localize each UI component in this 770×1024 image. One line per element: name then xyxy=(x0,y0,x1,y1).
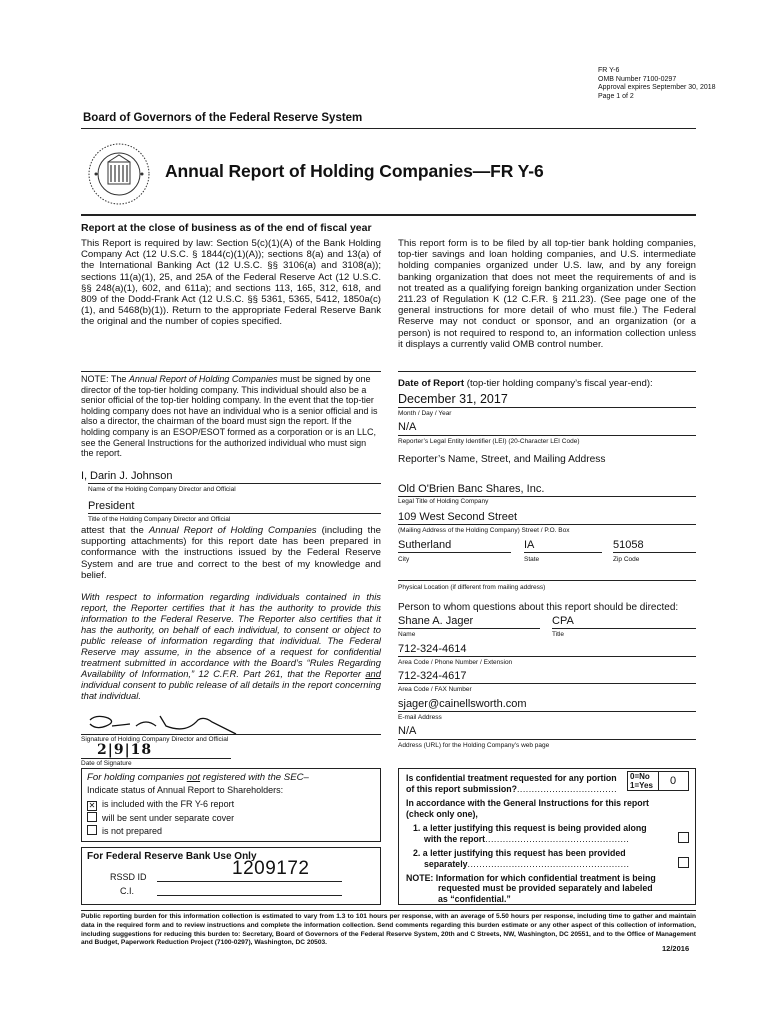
url-field[interactable]: N/A xyxy=(398,725,417,737)
attestation-text: attest that the Annual Report of Holding Companies (including the supporting attachments) for this report date has been prepared in conformance with the instructions issued by the Federal Reserve System and are true and correct to the best of my knowledge and belief. xyxy=(81,525,382,581)
sec-box-title: For holding companies not registered with the SEC– xyxy=(87,772,309,783)
legal-title-label: Legal Title of Holding Company xyxy=(398,498,489,505)
lei-field[interactable]: N/A xyxy=(398,421,417,433)
confidential-instructions: In accordance with the General Instructions for this report (check only one), xyxy=(406,798,649,819)
street-field[interactable]: 109 West Second Street xyxy=(398,511,518,523)
state-label: State xyxy=(524,556,540,563)
approval-expiry: Approval expires September 30, 2018 xyxy=(598,84,716,92)
confidential-answer-field[interactable]: 0 xyxy=(670,775,677,787)
form-id: FR Y-6 xyxy=(598,67,620,74)
form-header-block xyxy=(598,67,716,101)
zip-label: Zip Code xyxy=(613,556,640,563)
signer-title-field[interactable]: President xyxy=(88,500,135,512)
omb-number: OMB Number 7100-0297 xyxy=(598,75,677,83)
checkbox[interactable] xyxy=(87,825,97,835)
confidential-item-1: 1. a letter justifying this request is being provided along with the report................................................. xyxy=(413,823,647,844)
email-label: E-mail Address xyxy=(398,714,442,721)
zip-field[interactable]: 51058 xyxy=(613,539,644,551)
lei-label: Reporter’s Legal Entity Identifier (LEI) (20-Character LEI Code) xyxy=(398,438,580,445)
rssd-value: 1209172 xyxy=(232,858,310,879)
frb-box-title: For Federal Reserve Bank Use Only xyxy=(87,851,257,862)
phone-field[interactable]: 712-324-4614 xyxy=(398,643,467,655)
date-of-report-sublabel: Month / Day / Year xyxy=(398,410,452,417)
physical-location-label: Physical Location (if different from mailing address) xyxy=(398,584,546,591)
signing-note: NOTE: The Annual Report of Holding Companies must be signed by one director of the top-tier holding company. This individual should also be a senior official of the top-tier holding company. In the event that the top-tier holding company does not have an individual who is a senior official and is also a director, the chairman of the board must sign the report. If the holding company is an ESOP/ESOT formed as a corporation or is an LLC, see the General Instructions for the authorized individual who must sign the report. xyxy=(81,374,378,459)
city-field[interactable]: Sutherland xyxy=(398,539,452,551)
burden-statement: Public reporting burden for this information collection is estimated to vary from 1.3 to 101 hours per response, with an average of 5.50 hours per response, including time to gather and maintain data in the required form and to review instructions and complete the information collection. Send comments regarding this burden estimate or any other aspect of this collection of information, including suggestions for reducing this burden to: Secretary, Board of Governors of the Federal Reserve System, 20th and C Streets, NW, Washington, DC 20551, and to the Office of Management and Budget, Paperwork Reduction Project (7100-0297), Washington, DC 20503. xyxy=(81,913,696,947)
page-number: Page 1 of 2 xyxy=(598,92,634,100)
sec-option-not-prepared[interactable]: is not prepared xyxy=(87,825,162,837)
reporter-address-heading: Reporter’s Name, Street, and Mailing Address xyxy=(398,454,606,465)
signature-label: Signature of Holding Company Director and Official xyxy=(81,736,229,743)
phone-label: Area Code / Phone Number / Extension xyxy=(398,659,513,666)
contact-title-label: Title xyxy=(552,631,565,638)
page-title: Annual Report of Holding Companies—FR Y-6 xyxy=(165,161,544,181)
legal-title-field[interactable]: Old O'Brien Banc Shares, Inc. xyxy=(398,483,545,495)
checkbox[interactable] xyxy=(87,812,97,822)
confidential-note: NOTE: Information for which confidential treatment is being requested must be provided separately and labeled as “confidential.” xyxy=(406,873,656,904)
signer-name-field[interactable]: Darin J. Johnson xyxy=(90,470,173,482)
date-of-report-field[interactable]: December 31, 2017 xyxy=(398,392,508,406)
signer-name-label: Name of the Holding Company Director and Official xyxy=(88,486,236,493)
fax-label: Area Code / FAX Number xyxy=(398,686,472,693)
confidential-question: Is confidential treatment requested for any portion of this report submission?.................................. xyxy=(406,773,618,794)
confidential-item-2: 2. a letter justifying this request has been provided separately....................................................... xyxy=(413,848,630,869)
sec-option-separate[interactable]: will be sent under separate cover xyxy=(87,812,234,824)
consent-text: With respect to information regarding individuals contained in this report, the Reporter certifies that it has the authority to provide this information to the Federal Reserve. The Reporter also certifies that it has the authority, on behalf of each individual, to consent or object to public release of information regarding that individual. The Federal Reserve may assume, in the absence of a request for confidential treatment submitted in accordance with the Board’s “Rules Regarding Availability of Information,” 12 C.F.R. Part 261, that the Reporter and individual consent to public release of all details in the report concerning that individual. xyxy=(81,591,381,701)
letter-separately-checkbox[interactable] xyxy=(678,857,689,868)
law-text: This Report is required by law: Section 5(c)(1)(A) of the Bank Holding Company Act (12 U.S.C. § 1844(c)(1)(A)); sections 8(a) and 13(a) of the International Banking Act (12 U.S.C. §§ 3106(a) and 3108(a)); sections 11(a)(1), 25, and 25A of the Federal Reserve Act (12 U.S.C. §§ 248(a)(1), 602, and 611a); and sections 113, 165, 312, 618, and 809 of the Dodd-Frank Act (12 U.S.C. §§ 5361, 5365, 5412, 1850a(c)(1), and 5468(b)(1)). Return to the appropriate Federal Reserve Bank the original and the number of copies specified. xyxy=(81,238,381,328)
filer-text: This report form is to be filed by all top-tier bank holding companies, top-tier savings and loan holding companies, and U.S. intermediate holding companies organized under U.S. law, and by any foreign banking organization that does not meet the requirements of and is not treated as a qualifying foreign banking organization under Section 211.23 of Regulation K (12 C.F.R. § 211.23). (See page one of the general instructions for more detail of who must file.) The Federal Reserve may not conduct or sponsor, and an organization (or a person) is not required to respond to, an information collection unless it displays a currently valid OMB control number. xyxy=(398,238,696,350)
contact-heading: Person to whom questions about this report should be directed: xyxy=(398,602,679,613)
street-label: (Mailing Address of the Holding Company) Street / P.O. Box xyxy=(398,527,570,534)
state-field[interactable]: IA xyxy=(524,539,535,551)
rssd-label: RSSD ID xyxy=(110,872,147,882)
report-heading: Report at the close of business as of the end of fiscal year xyxy=(81,222,372,234)
form-revision-date: 12/2016 xyxy=(662,944,690,953)
federal-reserve-seal-icon xyxy=(82,140,156,208)
confidential-options: 0=No 1=Yes xyxy=(630,772,653,790)
date-of-report-label: Date of Report (top-tier holding company’s fiscal year-end): xyxy=(398,378,653,389)
contact-name-field[interactable]: Shane A. Jager xyxy=(398,615,474,627)
city-label: City xyxy=(398,556,410,563)
signature-date-value: 2|9|18 xyxy=(97,742,153,758)
date-of-signature-label: Date of Signature xyxy=(81,760,132,767)
url-label: Address (URL) for the Holding Company’s web page xyxy=(398,742,550,749)
fax-field[interactable]: 712-324-4617 xyxy=(398,670,467,682)
signer-prefix: I, xyxy=(81,470,88,482)
agency-name: Board of Governors of the Federal Reserve System xyxy=(83,112,363,124)
checkbox[interactable]: ✕ xyxy=(88,801,96,810)
signer-title-label: Title of the Holding Company Director and Official xyxy=(88,516,231,523)
sec-box-subtitle: Indicate status of Annual Report to Shareholders: xyxy=(87,785,284,795)
contact-name-label: Name xyxy=(398,631,416,638)
letter-with-report-checkbox[interactable] xyxy=(678,832,689,843)
email-field[interactable]: sjager@cainellsworth.com xyxy=(398,698,527,710)
contact-title-field[interactable]: CPA xyxy=(552,615,574,627)
ci-label: C.I. xyxy=(120,886,135,896)
sec-option-included[interactable]: ✕ is included with the FR Y-6 report xyxy=(88,799,235,810)
